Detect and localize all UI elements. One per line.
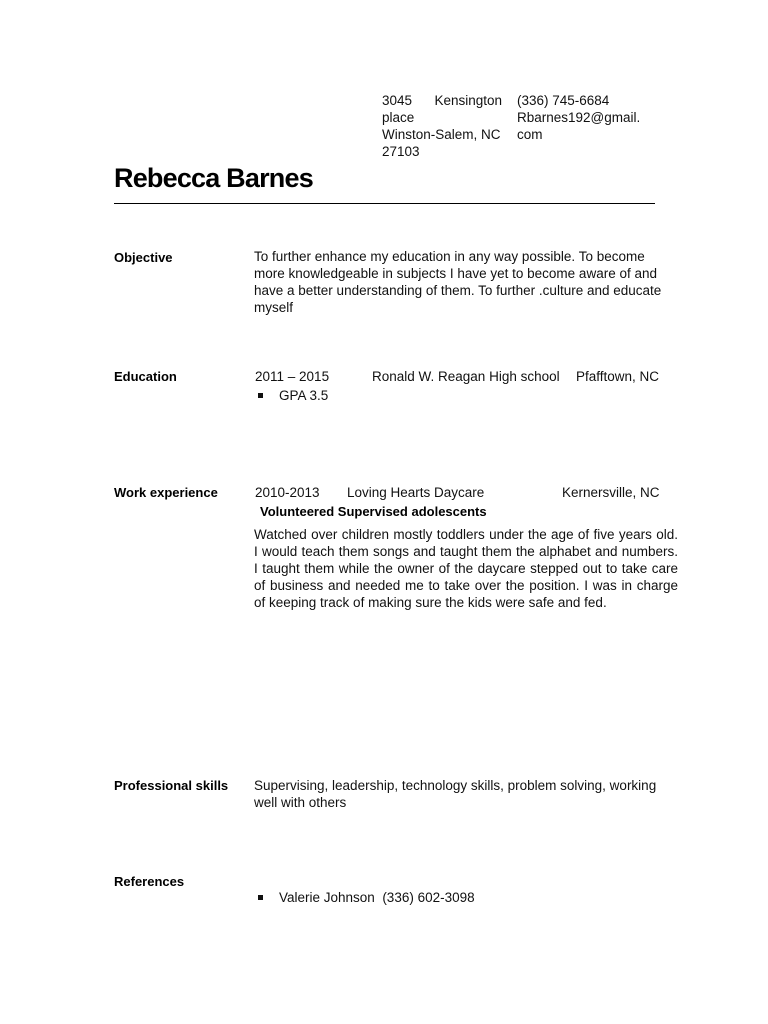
address-number: 3045 [382,93,413,108]
phone-number: (336) 745-6684 [517,93,610,108]
work-description: Watched over children mostly toddlers under the age of five years old. I would teach them songs and taught them the alphabet and numbers. I taught them while the owner of the daycare stepped out to take care of business and needed me to take over the position. I was in charge of keeping track of making sure the kids were safe and fed. [254,527,678,610]
work-location: Kernersville, NC [562,485,660,500]
bullet-icon [258,895,263,900]
header-divider [114,203,655,204]
address-line-3: Winston-Salem, NC [382,127,501,142]
work-years: 2010-2013 [255,485,320,500]
work-label: Work experience [114,485,218,500]
resume-name: Rebecca Barnes [114,163,313,193]
email-line-2: com [517,127,543,142]
address-block [382,92,502,160]
education-label: Education [114,369,177,384]
reference-contact: Valerie Johnson (336) 602-3098 [279,890,475,905]
skills-text: Supervising, leadership, technology skills, problem solving, working well with others [254,778,657,810]
education-gpa: GPA 3.5 [279,388,329,403]
contact-block [517,92,657,143]
address-line-1 [382,92,502,109]
skills-label: Professional skills [114,778,229,793]
education-bullet-item [256,387,328,404]
objective-label: Objective [114,250,173,265]
address-line-4: 27103 [382,144,420,159]
address-line-2: place [382,110,415,125]
education-years: 2011 – 2015 [255,369,330,384]
work-title: Volunteered Supervised adolescents [260,504,487,519]
education-school: Ronald W. Reagan High school [372,369,560,384]
bullet-icon [258,393,263,398]
education-location: Pfafftown, NC [576,369,660,384]
email-line-1: Rbarnes192@gmail. [517,110,641,125]
references-label: References [114,874,185,889]
work-employer: Loving Hearts Daycare [347,485,485,500]
address-street: Kensington [434,93,502,108]
objective-text: To further enhance my education in any way possible. To become more knowledgeable in subjects I have yet to become aware of and have a better understanding of them. To further .culture and educate myself [254,249,662,315]
references-bullet-item [256,889,475,906]
